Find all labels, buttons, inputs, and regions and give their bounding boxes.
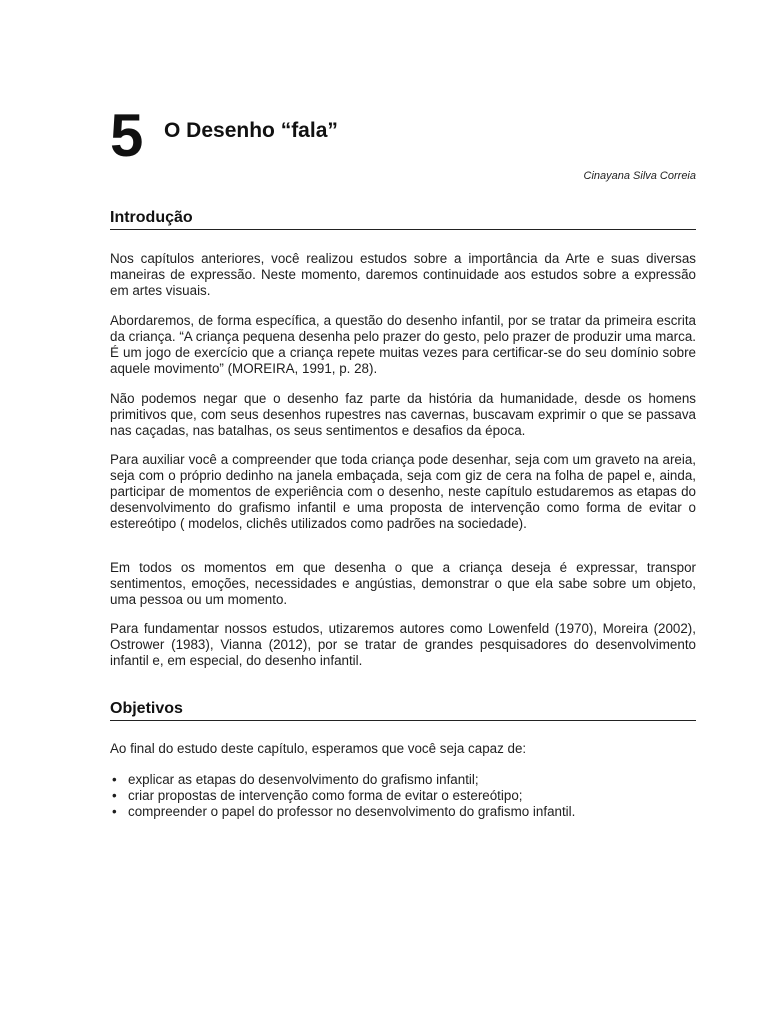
intro-paragraph-6: Para fundamentar nossos estudos, utizaremos autores como Lowenfeld (1970), Moreira (2002), Ostrower (1983), Vianna (2012), por se tratar de grandes pesquisadores do desenvolvimento infantil e, em especial, do desenho infantil. [110, 621, 696, 668]
list-item-text: compreender o papel do professor no desenvolvimento do grafismo infantil. [128, 804, 576, 819]
list-item-text: criar propostas de intervenção como forma de evitar o estereótipo; [128, 788, 523, 803]
chapter-title: O Desenho “fala” [164, 119, 338, 142]
list-item [110, 804, 696, 820]
objectives-list [110, 772, 696, 820]
bullet-icon: • [112, 772, 117, 787]
bullet-icon: • [112, 788, 117, 803]
intro-paragraph-2: Abordaremos, de forma específica, a questão do desenho infantil, por se tratar da primeira escrita da criança. “A criança pequena desenha pelo prazer do gesto, pelo prazer de produzir uma marca. É um jogo de exercício que a criança repete muitas vezes para certificar-se do seu domínio sobre aquele movimento” (MOREIRA, 1991, p. 28). [110, 313, 696, 376]
list-item [110, 772, 696, 788]
intro-paragraph-1: Nos capítulos anteriores, você realizou estudos sobre a importância da Arte e suas diversas maneiras de expressão. Neste momento, daremos continuidade aos estudos sobre a expressão em artes visuais. [110, 251, 696, 298]
intro-paragraph-5: Em todos os momentos em que desenha o que a criança deseja é expressar, transpor sentimentos, emoções, necessidades e angústias, demonstrar o que ela sabe sobre um objeto, uma pessoa ou um momento. [110, 560, 696, 607]
chapter-header [110, 102, 696, 169]
section-heading-intro: Introdução [110, 208, 696, 230]
list-item [110, 788, 696, 804]
document-page [110, 0, 696, 1024]
author-name: Cinayana Silva Correia [583, 170, 696, 182]
chapter-number: 5 [110, 102, 144, 169]
objectives-intro: Ao final do estudo deste capítulo, esperamos que você seja capaz de: [110, 741, 527, 756]
intro-paragraph-4: Para auxiliar você a compreender que toda criança pode desenhar, seja com um graveto na areia, seja com o próprio dedinho na janela embaçada, seja com giz de cera na folha de papel e, ainda, participar de momentos de experiência com o desenho, neste capítulo estudaremos as etapas do desenvolvimento do grafismo infantil e uma proposta de intervenção como forma de evitar o estereótipo ( modelos, clichês utilizados como padrões na sociedade). [110, 452, 696, 531]
intro-paragraph-3: Não podemos negar que o desenho faz parte da história da humanidade, desde os homens primitivos que, com seus desenhos rupestres nas cavernas, buscavam exprimir o que se passava nas caçadas, nas batalhas, os seus sentimentos e desafios da época. [110, 391, 696, 438]
section-heading-objectives: Objetivos [110, 699, 696, 721]
list-item-text: explicar as etapas do desenvolvimento do grafismo infantil; [128, 772, 479, 787]
bullet-icon: • [112, 804, 117, 819]
